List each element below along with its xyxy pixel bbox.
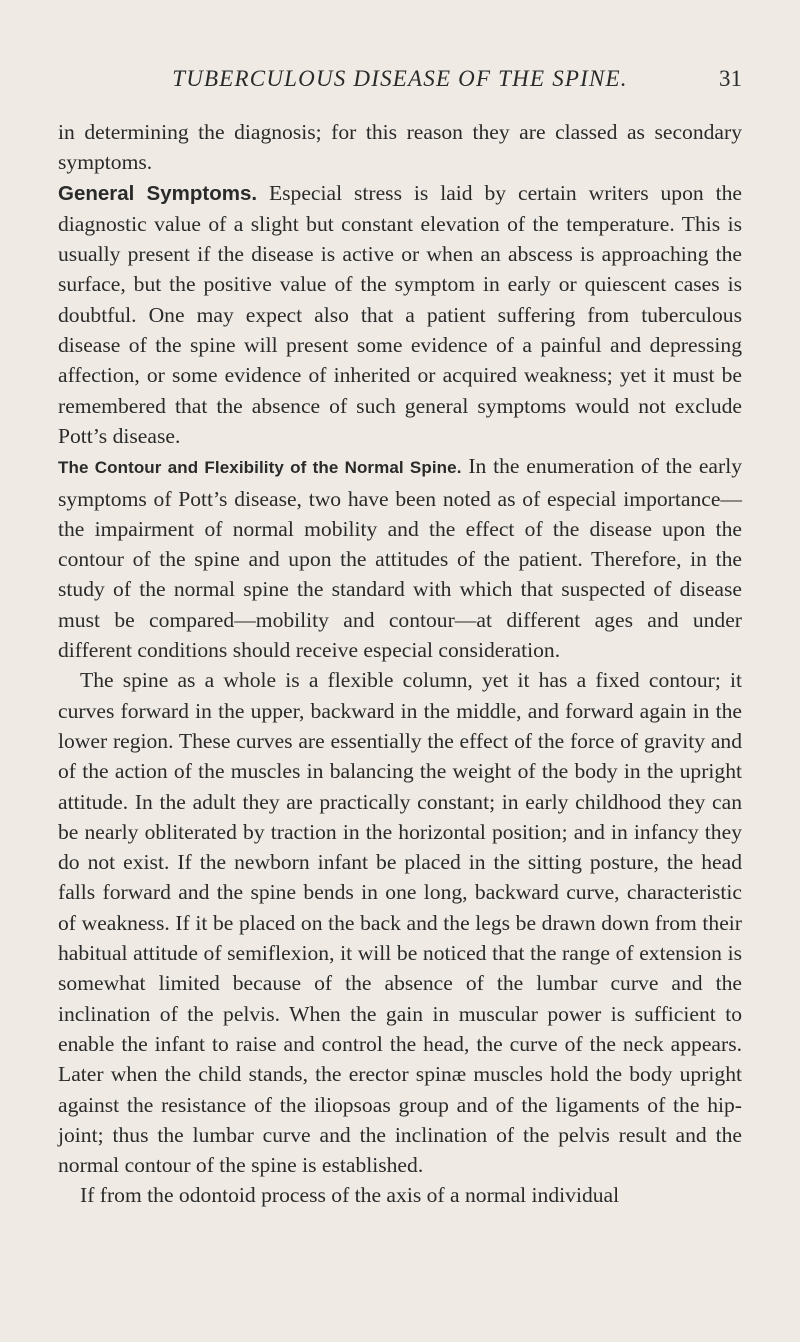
- section-heading-general-symptoms: General Symptoms.: [58, 181, 258, 205]
- running-head: [58, 66, 742, 102]
- body-text: [58, 117, 742, 1211]
- section-heading-contour-flexibility: The Contour and Flexibility of the Normal Spine.: [58, 458, 462, 478]
- paragraph-text: Especial stress is laid by certain writers upon the diagnostic value of a slight but constant elevation of the temperature. This is usually present if the disease is active or when an abscess is approaching the surface, but the positive value of the symptom in early or quiescent cases is doubtful. One may expect also that a patient suffering from tuberculous disease of the spine will present some evidence of a painful and depressing affection, or some evidence of inherited or acquired weakness; yet it must be remembered that the absence of such general symptoms would not exclude Pott’s disease.: [58, 180, 742, 448]
- page-number: 31: [719, 66, 742, 91]
- paragraph-continuation: in determining the diagnosis; for this reason they are classed as secondary symptoms.: [58, 120, 742, 175]
- running-title: TUBERCULOUS DISEASE OF THE SPINE.: [172, 66, 628, 91]
- paragraph-contour-flexibility: [58, 451, 742, 665]
- paragraph-general-symptoms: [58, 178, 742, 452]
- paragraph-text: In the enumeration of the early symptoms of Pott’s disease, two have been noted as of especial importance—the impairment of normal mobility and the effect of the disease upon the contour of the spine and upon the attitudes of the patient. Therefore, in the study of the normal spine the standard with which that suspected of disease must be compared—mobility and contour—at different ages and under different conditions should receive especial consideration.: [58, 454, 742, 663]
- paragraph-odontoid: If from the odontoid process of the axis of a normal individual: [80, 1183, 620, 1208]
- paragraph-spine-curves: The spine as a whole is a flexible column, yet it has a fixed contour; it curves forward in the upper, backward in the middle, and forward again in the lower region. These curves are essentially the effect of the force of gravity and of the action of the muscles in balancing the weight of the body in the upright attitude. In the adult they are practically constant; in early childhood they can be nearly obliterated by traction in the horizontal position; and in infancy they do not exist. If the newborn infant be placed in the sitting posture, the head falls forward and the spine bends in one long, backward curve, characteristic of weakness. If it be placed on the back and the legs be drawn down from their habitual attitude of semiflexion, it will be noticed that the range of extension is somewhat limited because of the absence of the lumbar curve and the inclination of the pelvis. When the gain in muscular power is sufficient to enable the infant to raise and control the head, the curve of the neck appears. Later when the child stands, the erector spinæ muscles hold the body upright against the resistance of the iliopsoas group and of the ligaments of the hip-joint; thus the lumbar curve and the inclination of the pelvis result and the normal contour of the spine is established.: [58, 668, 742, 1178]
